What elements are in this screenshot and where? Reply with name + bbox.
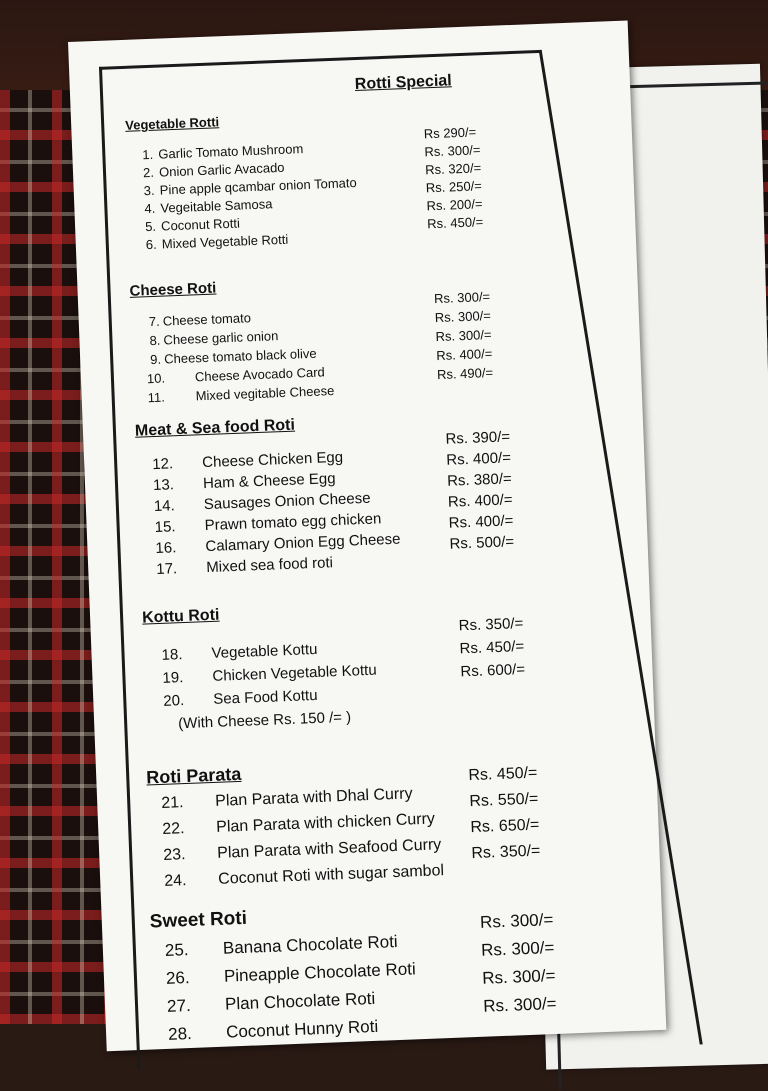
item-number: 5.: [144, 218, 157, 235]
item-name: Garlic Tomato Mushroom: [158, 141, 304, 162]
item-price: Rs. 300/=: [482, 993, 557, 1016]
section-heading: Kottu Roti: [141, 606, 220, 627]
item-number: 16.: [155, 539, 177, 558]
item-name: Plan Chocolate Roti: [224, 988, 376, 1014]
item-name: Sea Food Kottu: [213, 686, 318, 708]
item-price: Rs. 300/=: [434, 307, 492, 326]
item-number: 9.: [149, 351, 162, 368]
item-price: Rs. 500/=: [449, 533, 515, 553]
item-price: Rs. 350/=: [471, 842, 541, 863]
section-sweet-roti: [101, 893, 626, 1055]
item-number: 3.: [143, 182, 155, 199]
item-price: Rs. 350/=: [458, 614, 524, 635]
item-price: Rs. 200/=: [426, 196, 483, 214]
menu-title: Rotti Special: [354, 72, 453, 94]
item-number: 2.: [142, 164, 155, 181]
item-number: 6.: [145, 236, 157, 253]
section-vegetable-rotti: [71, 100, 596, 258]
item-number: 15.: [154, 518, 176, 537]
item-name: Cheese Chicken Egg: [201, 448, 344, 472]
item-price: Rs. 300/=: [479, 910, 554, 932]
item-name: Plan Parata with Dhal Curry: [214, 785, 413, 810]
item-number: 27.: [166, 996, 192, 1016]
item-price: Rs. 390/=: [445, 428, 511, 448]
item-name: Coconut Roti with sugar sambol: [217, 862, 445, 888]
item-price: Rs 290/=: [423, 124, 477, 142]
item-name: Cheese Avocado Card: [194, 364, 326, 385]
item-number: 20.: [163, 692, 185, 710]
item-number: 13.: [152, 476, 175, 495]
item-number: 22.: [161, 820, 185, 838]
item-number: 8.: [149, 332, 161, 349]
section-cheese-roti: [77, 265, 601, 412]
item-number: 14.: [153, 497, 176, 516]
item-name: Coconut Rotti: [160, 215, 241, 234]
item-number: 21.: [160, 794, 184, 812]
section-heading: Cheese Roti: [129, 279, 217, 300]
item-name: Cheese tomato: [162, 310, 252, 329]
item-number: 26.: [165, 968, 191, 988]
item-name: Ham & Cheese Egg: [202, 470, 336, 493]
item-name: Pineapple Chocolate Roti: [223, 959, 417, 986]
item-name: Plan Parata with Seafood Curry: [216, 836, 442, 862]
item-name: Vegetable Kottu: [211, 640, 318, 662]
section-heading: Meat & Sea food Roti: [134, 416, 296, 440]
section-roti-parata: [96, 750, 621, 902]
item-number: 18.: [161, 646, 183, 664]
item-name: Calamary Onion Egg Cheese: [205, 530, 401, 556]
item-name: Vegeitable Samosa: [160, 196, 273, 216]
item-price: Rs. 400/=: [446, 449, 512, 469]
section-heading: Sweet Roti: [149, 907, 248, 933]
item-price: Rs. 450/=: [468, 764, 538, 785]
item-number: 12.: [151, 455, 174, 474]
item-price: Rs. 300/=: [433, 288, 491, 307]
item-price: Rs. 320/=: [424, 160, 482, 178]
item-name: Coconut Hunny Roti: [225, 1016, 379, 1042]
item-price: Rs. 490/=: [436, 364, 494, 383]
item-price: Rs. 300/=: [480, 938, 555, 960]
item-number: 11.: [147, 389, 166, 406]
item-name: Prawn tomato egg chicken: [204, 510, 382, 535]
item-price: Rs. 300/=: [481, 965, 556, 988]
item-number: 25.: [164, 940, 189, 960]
item-price: Rs. 400/=: [447, 491, 513, 511]
item-name: Chicken Vegetable Kottu: [212, 661, 377, 685]
section-heading: Roti Parata: [145, 763, 242, 788]
section-meat-seafood-roti: [83, 405, 609, 585]
item-number: 23.: [162, 846, 186, 864]
item-name: Plan Parata with chicken Curry: [215, 810, 436, 836]
item-price: Rs. 250/=: [425, 178, 483, 196]
item-number: 24.: [163, 872, 187, 890]
section-kottu-roti: [90, 592, 615, 743]
item-price: Rs. 380/=: [446, 470, 513, 490]
item-price: Rs. 450/=: [426, 214, 484, 232]
item-price: Rs. 300/=: [424, 142, 481, 160]
item-number: 17.: [155, 560, 178, 578]
item-price: Rs. 400/=: [448, 512, 514, 532]
item-price: Rs. 400/=: [436, 345, 493, 364]
item-number: 10.: [146, 370, 166, 387]
item-price: Rs. 550/=: [469, 790, 539, 811]
item-number: 1.: [142, 146, 154, 163]
item-price: Rs. 450/=: [459, 637, 525, 658]
item-number: 28.: [167, 1023, 193, 1044]
item-price: Rs. 650/=: [470, 816, 540, 837]
item-name: Cheese tomato black olive: [163, 345, 317, 367]
item-name: Mixed Vegetable Rotti: [161, 231, 289, 252]
item-price: Rs. 600/=: [460, 660, 526, 681]
item-name: Pine apple qcambar onion Tomato: [159, 175, 357, 198]
section-heading: Vegetable Rotti: [124, 114, 220, 133]
item-name: Cheese garlic onion: [163, 328, 279, 348]
item-name: Mixed sea food roti: [205, 554, 334, 577]
item-name: Sausages Onion Cheese: [203, 489, 371, 514]
item-number: 7.: [148, 313, 160, 330]
item-name: Mixed vegitable Cheese: [195, 383, 335, 404]
item-name: Banana Chocolate Roti: [222, 932, 398, 958]
item-number: 4.: [144, 200, 156, 217]
item-price: Rs. 300/=: [435, 326, 492, 345]
note-text: (With Cheese Rs. 150 /= ): [177, 708, 352, 733]
item-number: 19.: [162, 669, 184, 687]
front-menu-sheet: [68, 21, 666, 1052]
item-name: Onion Garlic Avacado: [158, 159, 285, 180]
